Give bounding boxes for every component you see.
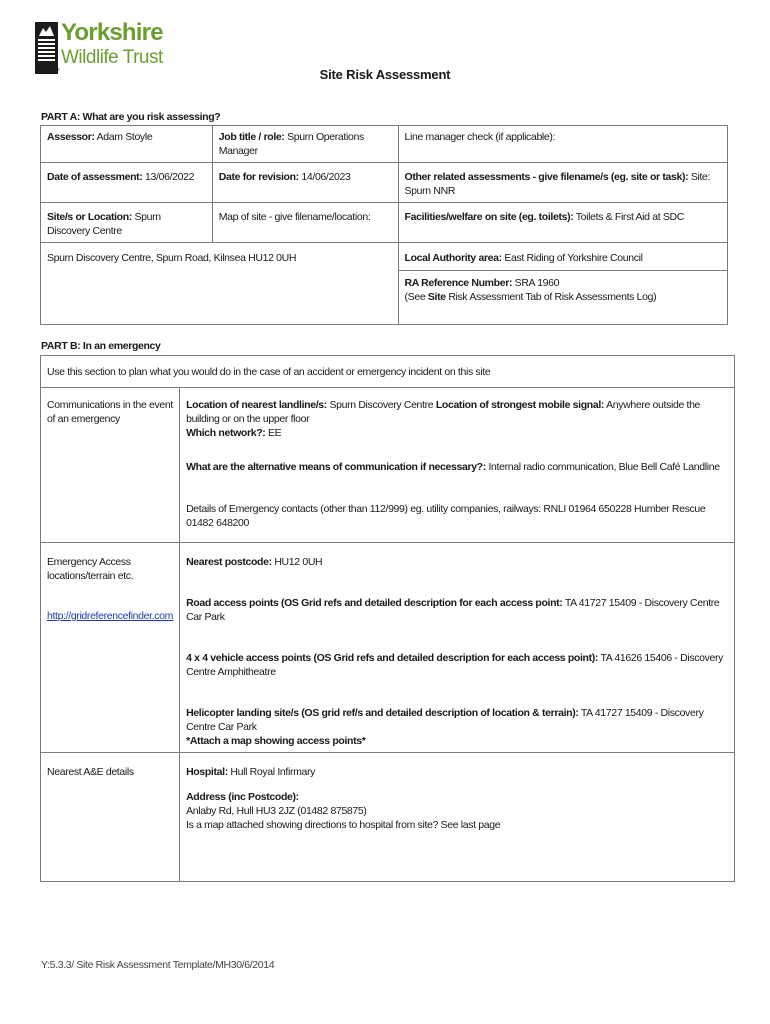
line-manager-cell: Line manager check (if applicable): [398,126,727,163]
part-a-table [40,125,728,325]
logo-badge-text: Yorkshire [37,67,60,73]
facilities-cell: Facilities/welfare on site (eg. toilets): Toilets & First Aid at SDC [398,203,727,243]
assessor-cell: Assessor: Adam Stoyle [41,126,213,163]
page-title: Site Risk Assessment [319,67,451,82]
site-location-cell: Site/s or Location: Spurn Discovery Centre [41,203,213,243]
access-label-cell [41,543,180,753]
communications-label: Communications in the event of an emergency [41,388,180,543]
other-assessments-cell: Other related assessments - give filename/s (eg. site or task): Site: Spurn NNR [398,163,727,203]
emergency-contacts: Details of Emergency contacts (other than 112/999) eg. utility companies, railways: RNLI 01964 650228 Humber Rescue 01482 648200 [186,503,706,529]
ae-details: Hospital: Hull Royal Infirmary Address (inc Postcode): Anlaby Rd, Hull HU3 2JZ (01482 875875) Is a map attached showing directions to hospital from site? See last page [180,753,735,882]
local-authority: Local Authority area: East Riding of Yorkshire Council [399,243,727,271]
logo-line1: Yorkshire [61,19,163,46]
ae-label: Nearest A&E details [41,753,180,882]
part-a-heading: PART A: What are you risk assessing? [41,111,221,123]
communications-details: Location of nearest landline/s: Spurn Discovery Centre Location of strongest mobile signal: Anywhere outside the building or on the upper floor Which network?: EE What are the alternative means of communication if necessary?: Internal radio communication, Blue Bell Café Landline Details of Emergency contacts (other than 112/999) eg. utility companies, railways: RNLI 01964 650228 Humber Rescue 01482 648200 [180,388,735,543]
job-title-cell: Job title / role: Spurn Operations Manager [212,126,398,163]
part-b-heading: PART B: In an emergency [41,340,161,352]
ra-reference: RA Reference Number: SRA 1960 (See Site Risk Assessment Tab of Risk Assessments Log) [404,277,657,303]
authority-ra-cell [398,243,727,325]
access-details: Nearest postcode: HU12 0UH Road access points (OS Grid refs and detailed description for each access point: TA 41727 15409 - Discovery Centre Car Park 4 x 4 vehicle access points (OS Grid refs and detailed description for each access point): TA 41626 15406 - Discovery Centre Amphitheatre Helicopter landing site/s (OS grid ref/s and detailed description of location & terrain): TA 41727 15409 - Discovery Centre Car Park *Attach a map showing access points* [180,543,735,753]
part-b-table [40,355,735,882]
logo-line2: Wildlife Trust [61,47,163,68]
date-assessment-cell: Date of assessment: 13/06/2022 [41,163,213,203]
map-cell: Map of site - give filename/location: [212,203,398,243]
grid-reference-link[interactable]: http://gridreferencefinder.com [47,610,174,622]
part-b-intro: Use this section to plan what you would do in the case of an accident or emergency incident on this site [41,356,735,388]
date-revision-cell: Date for revision: 14/06/2023 [212,163,398,203]
access-label: Emergency Access locations/terrain etc. [47,556,134,582]
footer: Y:5.3.3/ Site Risk Assessment Template/MH30/6/2014 [41,959,275,971]
address-cell: Spurn Discovery Centre, Spurn Road, Kilnsea HU12 0UH [41,243,399,325]
